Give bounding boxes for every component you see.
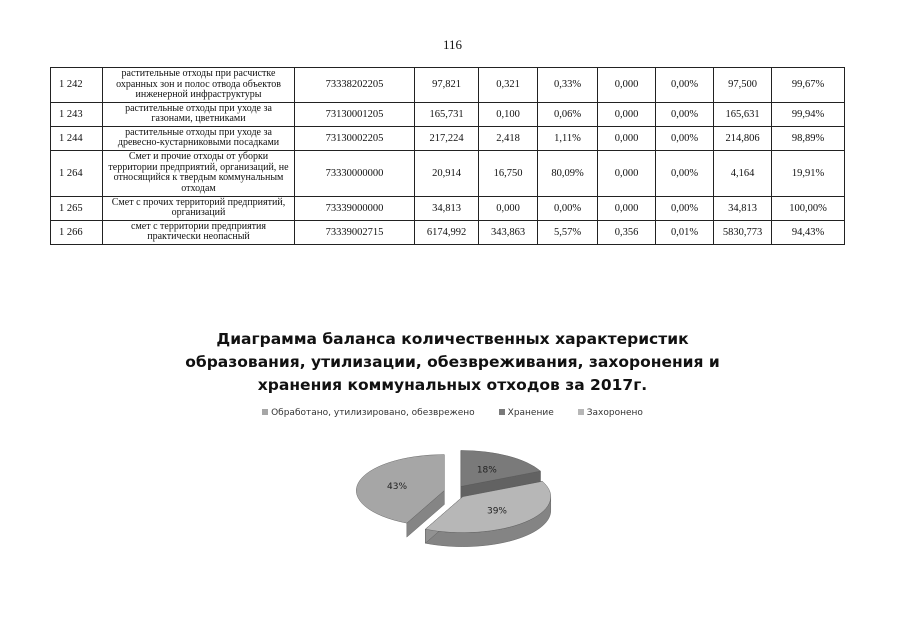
row-value: 0,321 <box>479 68 538 103</box>
row-name: растительные отходы при расчистке охранных зон и полос отвода объектов инженерной инфраструктуры <box>103 68 295 103</box>
row-percent: 0,00% <box>538 196 598 220</box>
row-value: 0,000 <box>598 102 656 126</box>
row-value: 0,000 <box>598 126 656 150</box>
row-percent: 0,00% <box>656 102 714 126</box>
legend-item <box>578 408 643 418</box>
row-value: 0,000 <box>598 196 656 220</box>
page-number: 116 <box>442 37 463 52</box>
row-percent: 19,91% <box>772 150 845 196</box>
row-percent: 99,67% <box>772 68 845 103</box>
row-percent: 0,00% <box>656 126 714 150</box>
row-percent: 0,00% <box>656 68 714 103</box>
row-code: 1 264 <box>51 150 103 196</box>
row-value: 97,500 <box>714 68 772 103</box>
legend-swatch <box>499 409 505 415</box>
legend-swatch <box>262 409 268 415</box>
row-name: Смет и прочие отходы от уборки территории предприятий, организаций, не относящийся к твердым коммунальным отходам <box>103 150 295 196</box>
legend-label: Захоронено <box>586 408 643 418</box>
row-value: 343,863 <box>479 220 538 244</box>
row-code: 1 242 <box>51 68 103 103</box>
row-value: 34,813 <box>415 196 479 220</box>
chart-title-line: хранения коммунальных отходов за 2017г. <box>257 376 648 394</box>
pie-slice-label: 43% <box>387 482 408 493</box>
row-fkko-code: 73339002715 <box>295 220 415 244</box>
table-row <box>51 126 845 150</box>
table-row <box>51 196 845 220</box>
row-percent: 94,43% <box>772 220 845 244</box>
row-name: растительные отходы при уходе за газонами, цветниками <box>103 102 295 126</box>
legend-label: Обработано, утилизировано, обезврежено <box>271 408 475 418</box>
row-value: 165,731 <box>415 102 479 126</box>
row-code: 1 265 <box>51 196 103 220</box>
waste-table-body <box>51 68 845 245</box>
legend-label: Хранение <box>507 408 554 418</box>
table-row <box>51 220 845 244</box>
row-value: 0,356 <box>598 220 656 244</box>
row-percent: 0,06% <box>538 102 598 126</box>
row-value: 0,100 <box>479 102 538 126</box>
row-fkko-code: 73130002205 <box>295 126 415 150</box>
row-value: 2,418 <box>479 126 538 150</box>
row-value: 4,164 <box>714 150 772 196</box>
row-value: 217,224 <box>415 126 479 150</box>
table-row <box>51 150 845 196</box>
row-value: 97,821 <box>415 68 479 103</box>
row-value: 0,000 <box>479 196 538 220</box>
row-value: 5830,773 <box>714 220 772 244</box>
row-value: 6174,992 <box>415 220 479 244</box>
row-value: 16,750 <box>479 150 538 196</box>
row-code: 1 243 <box>51 102 103 126</box>
row-percent: 0,00% <box>656 196 714 220</box>
row-value: 20,914 <box>415 150 479 196</box>
row-fkko-code: 73130001205 <box>295 102 415 126</box>
row-code: 1 244 <box>51 126 103 150</box>
table-row <box>51 102 845 126</box>
chart-title <box>0 328 905 397</box>
row-name: растительные отходы при уходе за древесно-кустарниковыми посадками <box>103 126 295 150</box>
row-percent: 0,01% <box>656 220 714 244</box>
row-percent: 80,09% <box>538 150 598 196</box>
row-percent: 99,94% <box>772 102 845 126</box>
row-percent: 0,00% <box>656 150 714 196</box>
pie-slice-label: 18% <box>476 465 497 476</box>
row-name: Смет с прочих территорий предприятий, организаций <box>103 196 295 220</box>
row-value: 214,806 <box>714 126 772 150</box>
row-percent: 98,89% <box>772 126 845 150</box>
legend-item <box>499 408 554 418</box>
row-percent: 1,11% <box>538 126 598 150</box>
row-percent: 100,00% <box>772 196 845 220</box>
legend-item <box>262 408 475 418</box>
pie-chart <box>355 440 555 560</box>
pie-slice-label: 39% <box>486 506 508 517</box>
row-fkko-code: 73339000000 <box>295 196 415 220</box>
chart-title-line: Диаграмма баланса количественных характеристик <box>216 330 689 348</box>
row-percent: 5,57% <box>538 220 598 244</box>
legend-swatch <box>578 409 584 415</box>
row-fkko-code: 73338202205 <box>295 68 415 103</box>
row-value: 165,631 <box>714 102 772 126</box>
row-code: 1 266 <box>51 220 103 244</box>
chart-legend <box>0 408 905 418</box>
chart-title-line: образования, утилизации, обезвреживания, захоронения и <box>185 353 720 371</box>
row-name: смет с территории предприятия практически неопасный <box>103 220 295 244</box>
waste-table <box>50 67 845 245</box>
row-value: 0,000 <box>598 150 656 196</box>
table-row <box>51 68 845 103</box>
row-percent: 0,33% <box>538 68 598 103</box>
row-value: 34,813 <box>714 196 772 220</box>
row-value: 0,000 <box>598 68 656 103</box>
row-fkko-code: 73330000000 <box>295 150 415 196</box>
